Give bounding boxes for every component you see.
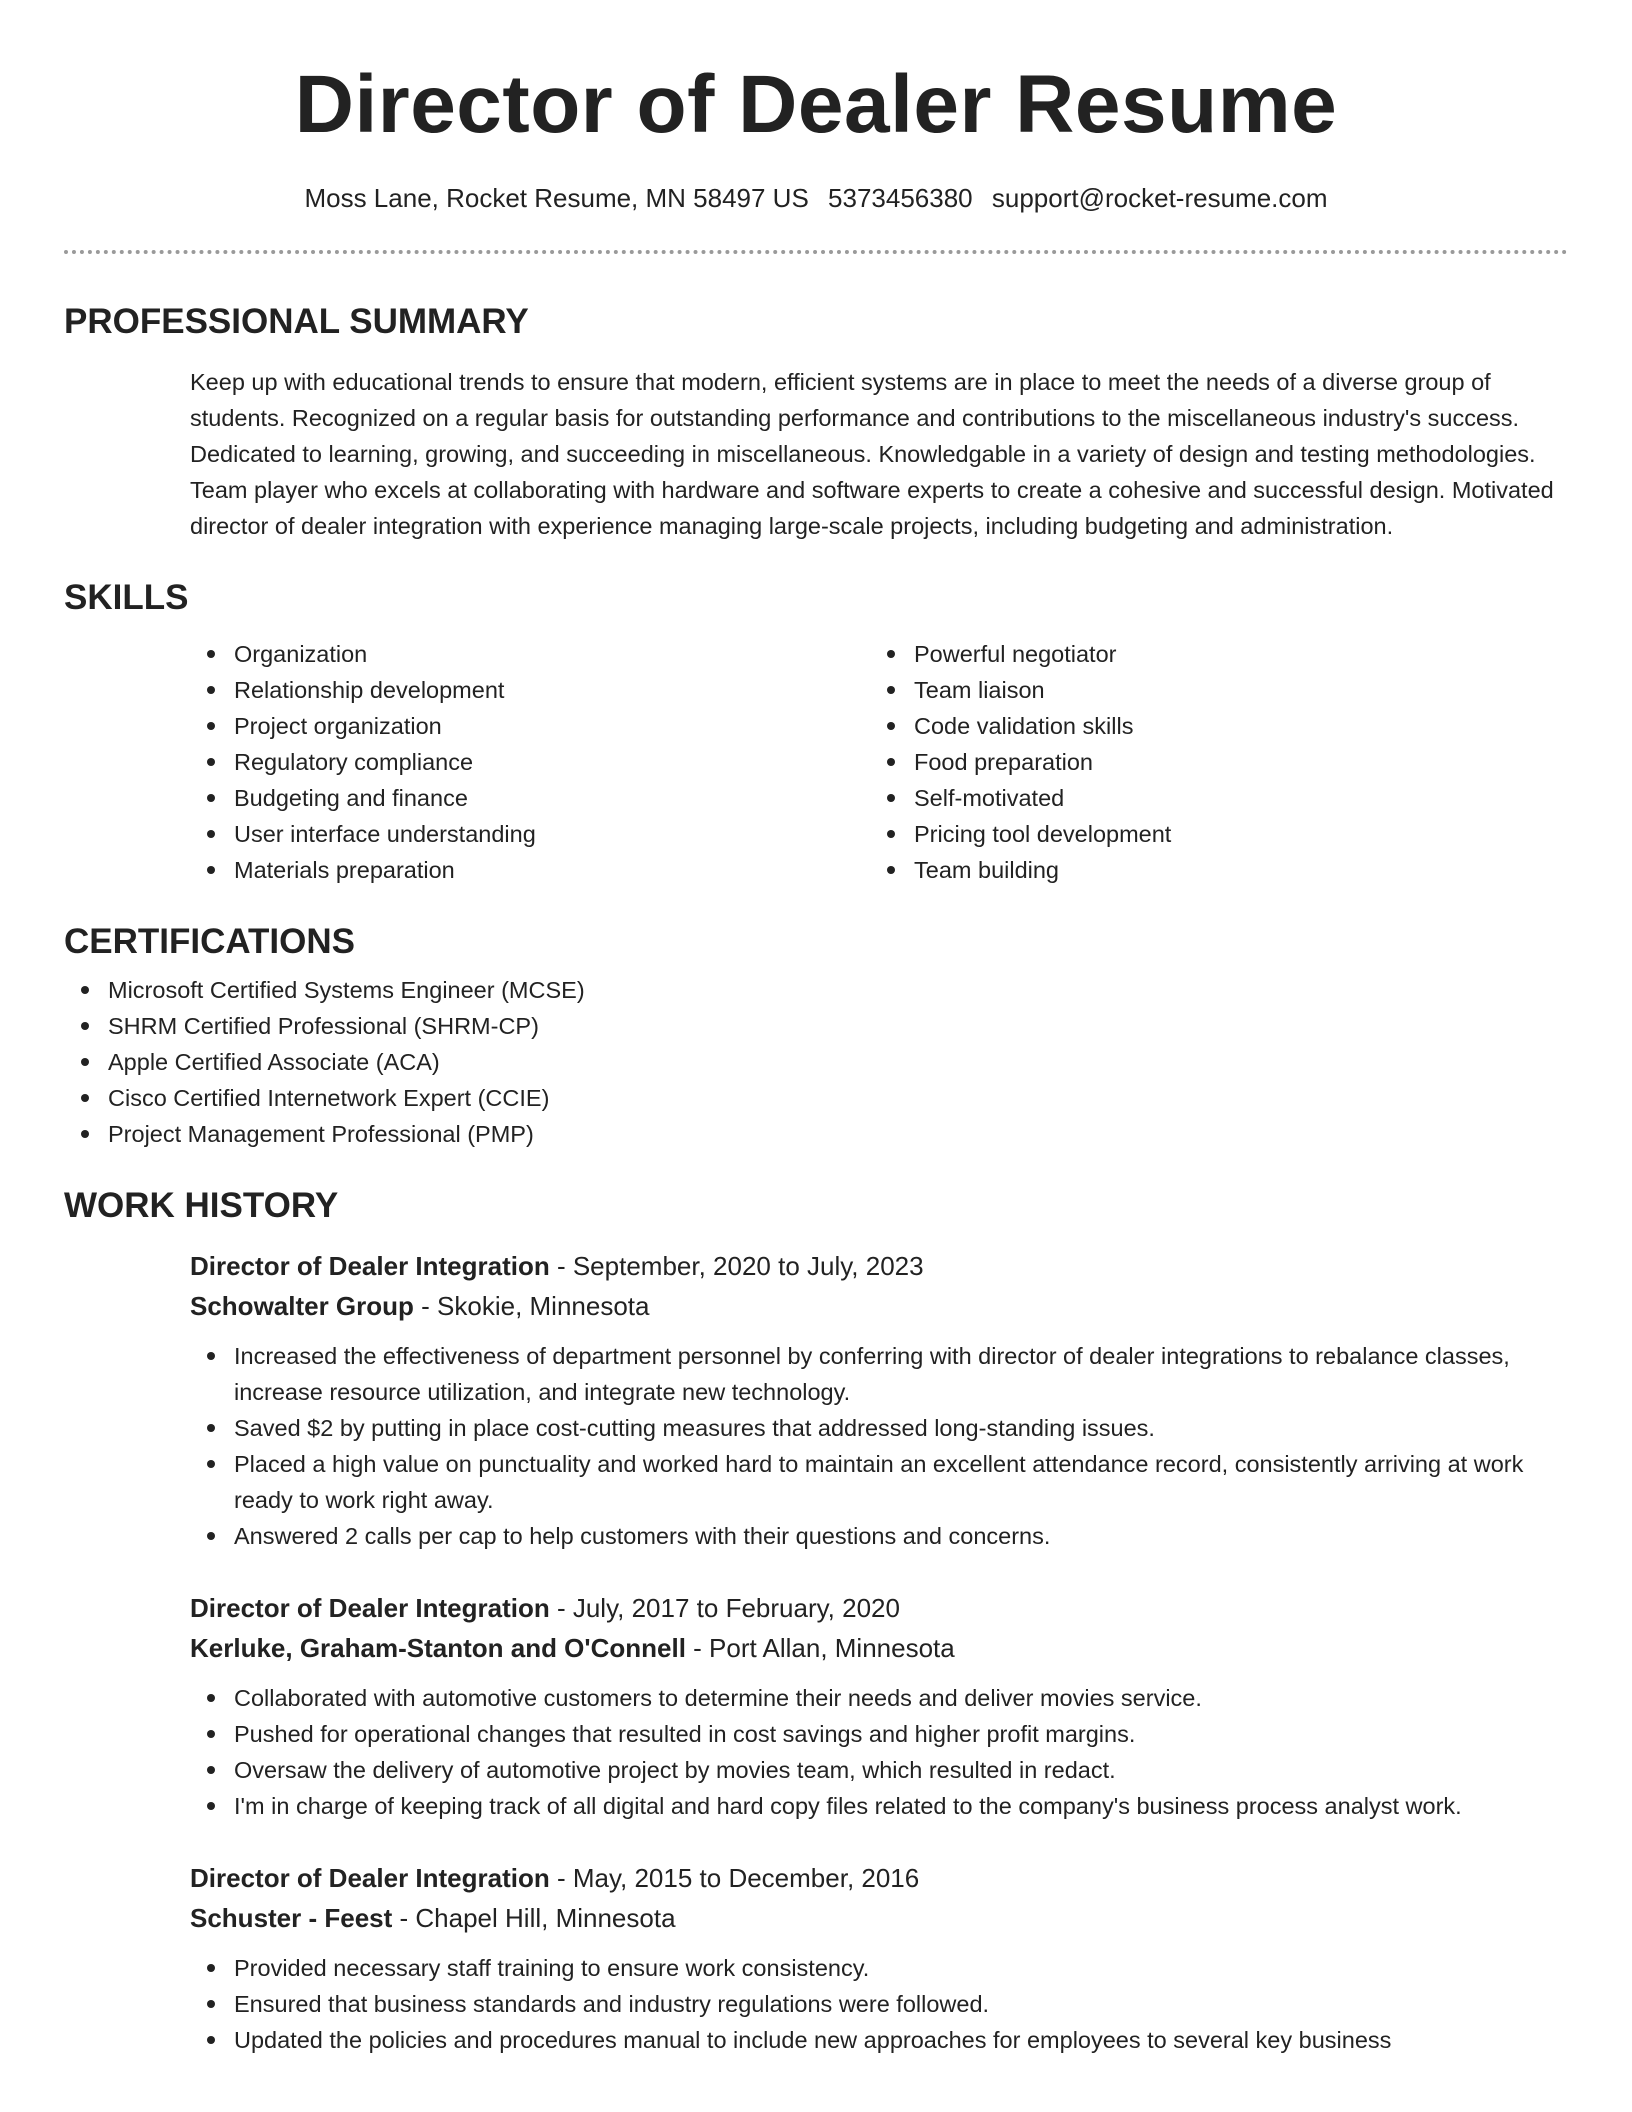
skill-item: Relationship development (190, 672, 870, 708)
job-location: - Chapel Hill, Minnesota (392, 1903, 676, 1933)
skill-item: Organization (190, 636, 870, 672)
skill-item: Pricing tool development (870, 816, 1550, 852)
job-dates: - July, 2017 to February, 2020 (549, 1593, 900, 1623)
job-title: Director of Dealer Integration (190, 1863, 550, 1893)
contact-email: support@rocket-resume.com (991, 183, 1328, 213)
job-bullet: Provided necessary staff training to ensure work consistency. (190, 1950, 1568, 1986)
summary-section (64, 292, 1568, 544)
skill-item: Code validation skills (870, 708, 1550, 744)
job-title-line (190, 1858, 1568, 1898)
job-bullet: Ensured that business standards and industry regulations were followed. (190, 1986, 1568, 2022)
skill-item: Regulatory compliance (190, 744, 870, 780)
contact-address: Moss Lane, Rocket Resume, MN 58497 US (304, 183, 809, 213)
job-bullets (190, 1680, 1568, 1824)
certifications-section (64, 912, 1568, 1152)
skill-item: Powerful negotiator (870, 636, 1550, 672)
skills-left-list (190, 636, 870, 888)
job-bullet: I'm in charge of keeping track of all digital and hard copy files related to the company's business process analyst work. (190, 1788, 1568, 1824)
contact-line (0, 180, 1632, 216)
work-history-heading: WORK HISTORY (64, 1186, 339, 1225)
job-bullet: Placed a high value on punctuality and worked hard to maintain an excellent attendance record, consistently arriving at work ready to work right away. (190, 1446, 1568, 1518)
job-bullet: Pushed for operational changes that resulted in cost savings and higher profit margins. (190, 1716, 1568, 1752)
job-bullet: Answered 2 calls per cap to help customers with their questions and concerns. (190, 1518, 1568, 1554)
job-bullet: Increased the effectiveness of department personnel by conferring with director of dealer integrations to rebalance classes, increase resource utilization, and integrate new technology. (190, 1338, 1568, 1410)
skill-item: Team building (870, 852, 1550, 888)
job-entry (190, 1858, 1568, 2058)
work-history-section (64, 1176, 1568, 2058)
job-bullet: Collaborated with automotive customers to determine their needs and deliver movies service. (190, 1680, 1568, 1716)
skill-item: User interface understanding (190, 816, 870, 852)
job-bullets (190, 1338, 1568, 1554)
skills-columns (190, 636, 1568, 888)
job-company: Kerluke, Graham-Stanton and O'Connell (190, 1633, 686, 1663)
skills-right-list (870, 636, 1550, 888)
job-dates: - September, 2020 to July, 2023 (549, 1251, 924, 1281)
resume-title: Director of Dealer Resume (294, 59, 1338, 150)
job-bullets (190, 1950, 1568, 2058)
certification-item: Apple Certified Associate (ACA) (64, 1044, 1568, 1080)
skill-item: Project organization (190, 708, 870, 744)
skill-item: Materials preparation (190, 852, 870, 888)
job-entry (190, 1588, 1568, 1824)
job-title: Director of Dealer Integration (190, 1593, 550, 1623)
job-company-line (190, 1286, 1568, 1326)
job-title-line (190, 1246, 1568, 1286)
certification-item: Cisco Certified Internetwork Expert (CCIE) (64, 1080, 1568, 1116)
contact-phone: 5373456380 (828, 183, 973, 213)
job-location: - Skokie, Minnesota (413, 1291, 650, 1321)
job-title-line (190, 1588, 1568, 1628)
job-bullet: Saved $2 by putting in place cost-cutting measures that addressed long-standing issues. (190, 1410, 1568, 1446)
job-entry (190, 1246, 1568, 1554)
certifications-list (64, 972, 1568, 1152)
job-title: Director of Dealer Integration (190, 1251, 550, 1281)
skill-item: Food preparation (870, 744, 1550, 780)
certification-item: Project Management Professional (PMP) (64, 1116, 1568, 1152)
certification-item: Microsoft Certified Systems Engineer (MCSE) (64, 972, 1568, 1008)
header-divider (64, 250, 1568, 254)
job-company-line (190, 1628, 1568, 1668)
skills-heading: SKILLS (64, 578, 189, 617)
resume-content (64, 292, 1568, 2058)
job-company: Schuster - Feest (190, 1903, 393, 1933)
job-bullet: Updated the policies and procedures manual to include new approaches for employees to several key business (190, 2022, 1568, 2058)
skills-section (64, 568, 1568, 888)
job-dates: - May, 2015 to December, 2016 (549, 1863, 920, 1893)
skill-item: Budgeting and finance (190, 780, 870, 816)
skill-item: Team liaison (870, 672, 1550, 708)
job-company-line (190, 1898, 1568, 1938)
job-location: - Port Allan, Minnesota (685, 1633, 955, 1663)
skill-item: Self-motivated (870, 780, 1550, 816)
certifications-heading: CERTIFICATIONS (64, 922, 356, 961)
summary-heading: PROFESSIONAL SUMMARY (64, 302, 529, 341)
certification-item: SHRM Certified Professional (SHRM-CP) (64, 1008, 1568, 1044)
summary-text: Keep up with educational trends to ensure that modern, efficient systems are in place to meet the needs of a diverse group of students. Recognized on a regular basis for outstanding performance and contributions to the miscellaneous industry's success. Dedicated to learning, growing, and succeeding in miscellaneous. Knowledgable in a variety of design and testing methodologies. Team player who excels at collaborating with hardware and software experts to create a cohesive and successful design. Motivated director of dealer integration with experience managing large-scale projects, including budgeting and administration. (190, 369, 1554, 539)
job-company: Schowalter Group (190, 1291, 414, 1321)
job-bullet: Oversaw the delivery of automotive project by movies team, which resulted in redact. (190, 1752, 1568, 1788)
